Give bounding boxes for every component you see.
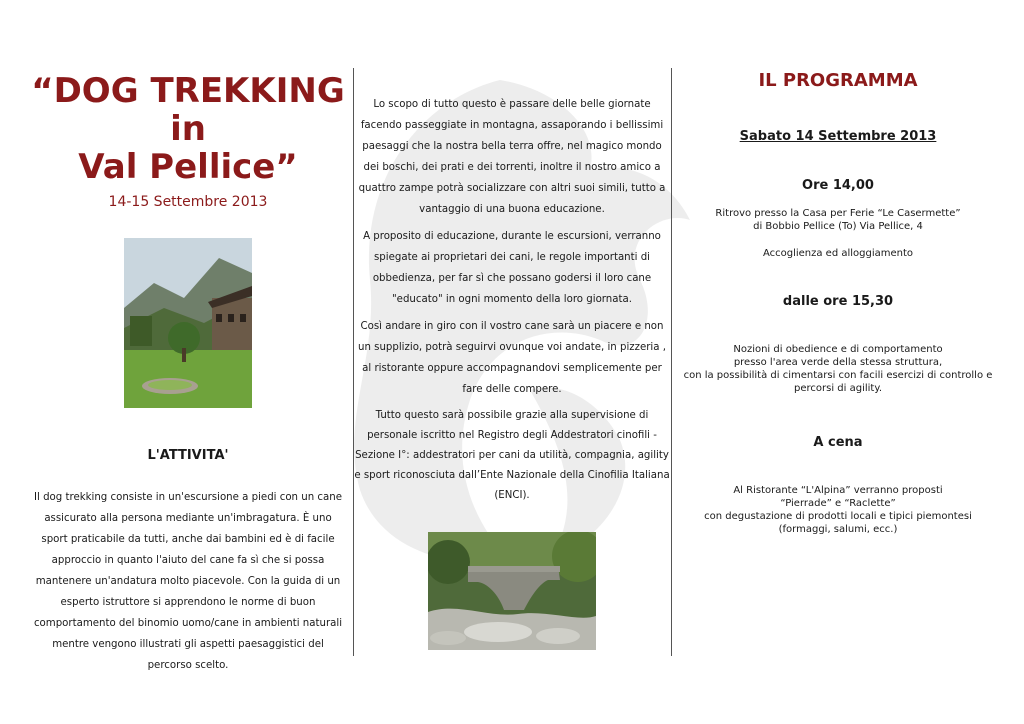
program-day: Sabato 14 Settembre 2013 — [739, 129, 937, 144]
dinner-line-4: (formaggi, salumi, ecc.) — [778, 524, 898, 535]
event-dates: 14-15 Settembre 2013 — [108, 194, 268, 210]
notions-line-3: con la possibilità di cimentarsi con facili esercizi di controllo e — [683, 370, 993, 381]
outings-paragraph: Così andare in giro con il vostro cane sarà un piacere e non un supplizio, potrà seguirvi ovunque voi andate, in pizzeria , al ristorante oppure accompagnandovi semplicemente per fare delle compere. — [358, 321, 666, 395]
time-15-30: dalle ore 15,30 — [782, 294, 894, 309]
guesthouse-photo — [124, 238, 252, 408]
title-line-2: Val Pellice” — [78, 147, 298, 187]
dinner-line-2: “Pierrade” e “Raclette” — [780, 498, 896, 509]
welcome-text: Accoglienza ed alloggiamento — [762, 248, 914, 259]
dinner-line-3: con degustazione di prodotti locali e tipici piemontesi — [704, 511, 972, 522]
education-paragraph: A proposito di educazione, durante le escursioni, verranno spiegate ai proprietari dei cani, le regole importanti di obbedienza, per far sì che possano godersi il loro cane "educato" in ogni momento della loro giornata. — [363, 231, 661, 305]
column-divider-right — [671, 68, 672, 656]
notions-line-2: presso l'area verde della stessa struttura, — [733, 357, 943, 368]
time-14: Ore 14,00 — [802, 178, 874, 193]
dinner-heading: A cena — [813, 435, 863, 450]
stone-bridge-photo — [428, 532, 596, 650]
title-line-1: “DOG TREKKING in — [31, 71, 345, 149]
supervision-paragraph: Tutto questo sarà possibile grazie alla supervisione di personale iscritto nel Registro degli Addestratori cinofili - Sezione I°: addestratori per cani da utilità, compagnia, agility e sport riconosciuta dall’Ente Nazionale della Cinofilia Italiana (ENCI). — [354, 410, 670, 501]
activity-text: Il dog trekking consiste in un'escursione a piedi con un cane assicurato alla persona mediante un'imbragatura. È uno sport praticabile da tutti, anche dai bambini ed è di facile approccio in quanto l'aiuto del cane fa sì che si possa mantenere un'andatura molto piacevole. Con la guida di un esperto istruttore si apprendono le norme di buon comportamento del binomio uomo/cane in ambienti naturali mentre vengono illustrati gli aspetti paesaggistici del percorso scelto. — [33, 492, 343, 671]
middle-column — [354, 94, 670, 650]
program-heading: IL PROGRAMMA — [758, 70, 918, 91]
left-column — [30, 68, 346, 676]
dinner-line-1: Al Ristorante “L'Alpina” verranno proposti — [733, 485, 943, 496]
activity-heading: L'ATTIVITA' — [147, 448, 229, 463]
right-column — [678, 70, 998, 536]
meeting-line-1: Ritrovo presso la Casa per Ferie “Le Casermette” — [715, 208, 961, 219]
notions-line-1: Nozioni di obedience e di comportamento — [733, 344, 943, 355]
notions-line-4: percorsi di agility. — [794, 383, 882, 394]
meeting-line-2: di Bobbio Pellice (To) Via Pellice, 4 — [753, 221, 923, 232]
brochure-title — [30, 72, 346, 186]
purpose-paragraph: Lo scopo di tutto questo è passare delle belle giornate facendo passeggiate in montagna, assaporando i bellissimi paesaggi che la nostra bella terra offre, nel magico mondo dei boschi, dei prati e dei torrenti, inoltre il nostro amico a quattro zampe potrà socializzare con altri suoi simili, tutto a vantaggio di una buona educazione. — [358, 99, 666, 215]
